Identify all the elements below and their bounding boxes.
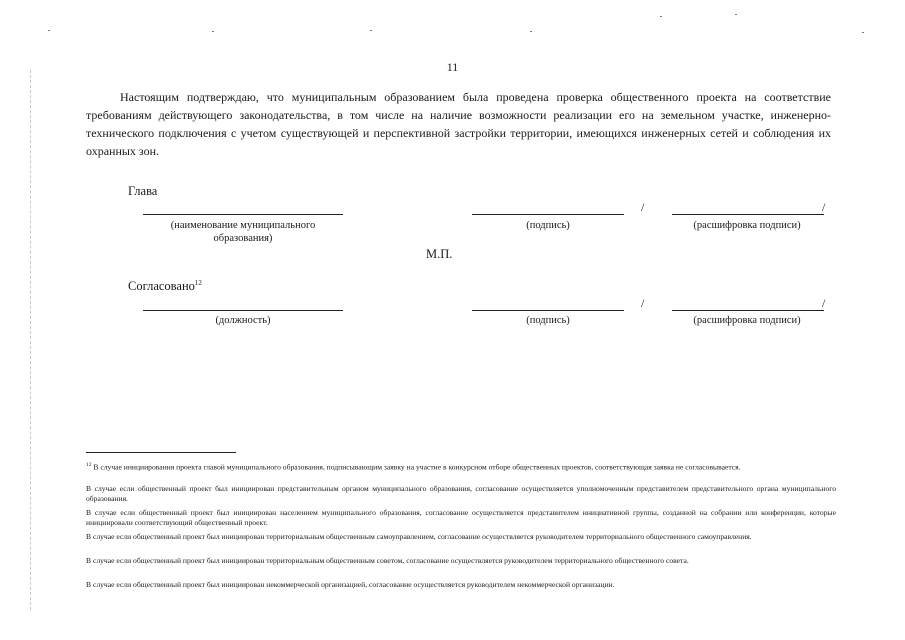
signature-line [472, 214, 624, 215]
head-title: Глава [128, 184, 158, 198]
separator-slash: / [822, 296, 826, 310]
separator-slash: / [641, 200, 645, 214]
scan-speck [862, 32, 864, 33]
footnote-text: В случае инициирования проекта главой муниципального образования, подписывающим заявку на участие в конкурсном отборе общественных проектов, соответствующая заявка не согласовывается. [93, 462, 741, 472]
footnote-rule [86, 452, 236, 453]
agreed-title [128, 279, 202, 294]
signature-caption: (подпись) [526, 220, 570, 231]
footnote-12-p1 [86, 460, 836, 473]
confirmation-paragraph: Настоящим подтверждаю, что муниципальным образованием была проведена проверка общественного проекта на соответствие требованиям действующего законодательства, в том числе на наличие возможности реализации его на земельном участке, инженерно-технического подключения с учетом существующей и перспективной застройки территории, имеющихся инженерных сетей и соблюдения их охранных зон. [86, 90, 831, 158]
scan-speck [660, 16, 662, 17]
name-line [143, 214, 343, 215]
footnote-mark: 12 [86, 462, 92, 468]
name-caption: (наименование муниципального образования) [170, 220, 316, 244]
position-caption: (должность) [215, 315, 271, 326]
footnote-12-p3: В случае если общественный проект был инициирован населением муниципального образования, согласование осуществляется представителем инициативной группы, созданной на собрании или конференции, которые инициировали соответствующий общественный проект. [86, 508, 836, 527]
agreed-signature-line [472, 310, 624, 311]
transcript-line [672, 214, 824, 215]
footnote-12-p6: В случае если общественный проект был инициирован некоммерческой организацией, согласование осуществляется руководителем некоммерческой организации. [86, 580, 615, 589]
agreed-transcript-line [672, 310, 824, 311]
separator-slash: / [822, 200, 826, 214]
scan-speck [530, 31, 532, 32]
scan-speck [370, 30, 372, 31]
agreed-title-text: Согласовано [128, 279, 195, 294]
agreed-signature-caption: (подпись) [526, 315, 570, 326]
agreed-transcript-caption: (расшифровка подписи) [693, 315, 801, 326]
footnote-12-p4: В случае если общественный проект был инициирован территориальным общественным самоуправлением, согласование осуществляется руководителем территориального общественного самоуправления. [86, 532, 752, 541]
footnote-reference: 12 [194, 279, 202, 287]
separator-slash: / [641, 296, 645, 310]
seal-label: М.П. [426, 247, 453, 261]
transcript-caption: (расшифровка подписи) [693, 220, 801, 231]
scan-speck [48, 30, 50, 31]
scan-speck [212, 31, 214, 32]
scan-edge [30, 70, 32, 610]
scan-speck [735, 14, 737, 15]
footnote-12-p5: В случае если общественный проект был инициирован территориальным общественным советом, согласование осуществляется руководителем территориального общественного совета. [86, 556, 689, 565]
footnote-12-p2: В случае если общественный проект был инициирован представительным органом муниципального образования, согласование осуществляется уполномоченным представителем представительного органа муниципального образования. [86, 484, 836, 503]
position-line [143, 310, 343, 311]
page-number: 11 [446, 60, 459, 74]
